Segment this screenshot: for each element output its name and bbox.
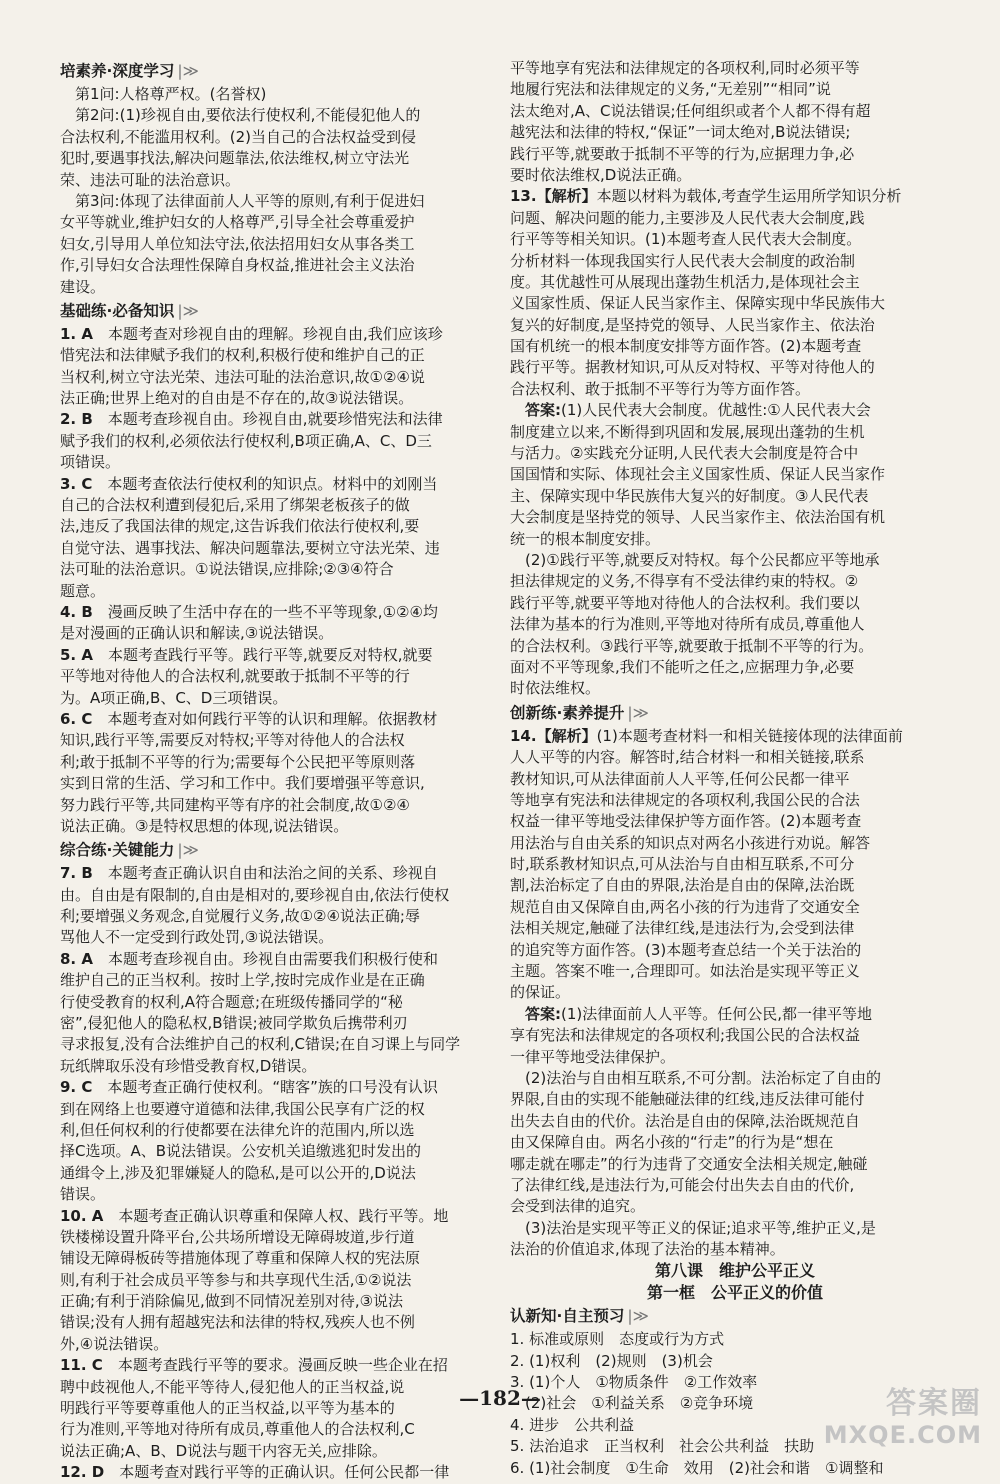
text-line [510, 1154, 960, 1175]
line-text: 统一的根本制度安排。 [510, 529, 661, 548]
text-line [510, 79, 960, 100]
line-text: 合法权利、敢于抵制不平等行为等方面作答。 [510, 379, 811, 398]
text-line [60, 127, 510, 148]
text-line [510, 58, 960, 79]
text-line [60, 170, 510, 191]
text-line [510, 769, 960, 790]
line-text: 本题以材料为载体,考查学生运用所学知识分析 [596, 187, 902, 206]
section-marker-icon: |≫ [627, 1307, 649, 1326]
line-text: 骂他人不一定受到行政处罚,③说法错误。 [60, 928, 334, 947]
line-text: 说法正确。③是特权思想的体现,说法错误。 [60, 816, 349, 835]
line-text: 女平等就业,维护妇女的人格尊严,引导全社会尊重爱护 [60, 213, 415, 232]
text-line [60, 970, 510, 991]
text-line [510, 144, 960, 165]
question-number: 11. C [60, 1356, 103, 1375]
line-text: 由又保障自由。两名小孩的“行走”的行为是“想在 [510, 1133, 834, 1152]
line-text: 错误;没有人拥有超越宪法和法律的特权,残疾人也不例 [60, 1313, 415, 1332]
watermark-line2: MXQE.COM [823, 1421, 982, 1449]
line-text: 本题考查对如何践行平等的认识和理解。依据教材 [92, 709, 438, 728]
line-text: 1. 标准或原则 态度或行为方式 [510, 1330, 725, 1349]
line-text: 的保证。 [510, 983, 571, 1002]
line-text: 说法正确;A、B、D说法与题干内容无关,应排除。 [60, 1441, 387, 1460]
line-text: 界限,自由的实现不能触碰法律的红线,违反法律可能付 [510, 1090, 865, 1109]
line-text: 主、保障实现中华民族伟大复兴的好制度。③人民代表 [510, 486, 869, 505]
text-line [60, 105, 510, 126]
text-line [60, 1419, 510, 1440]
line-text: 荣、违法可耻的法治意识。 [60, 170, 241, 189]
text-line [510, 961, 960, 982]
lesson-title: 第一框 公平正义的价值 [646, 1282, 823, 1302]
text-line [60, 1141, 510, 1162]
line-text: 择C选项。A、B说法错误。公安机关追缴逃犯时发出的 [60, 1142, 422, 1161]
line-text: 规范自由又保障自由,两名小孩的行为违背了交通安全 [510, 897, 860, 916]
text-line [510, 614, 960, 635]
line-text: 出失去自由的代价。法治是自由的保障,法治既规范自 [510, 1111, 860, 1130]
line-text: 行平等等相关知识。(1)本题考查人民代表大会制度。 [510, 230, 862, 249]
line-text: 利,但任何权利的行使都要在法律允许的范围内,所以选 [60, 1120, 415, 1139]
text-line [510, 1239, 960, 1260]
line-text: 分析材料一体现我国实行人民代表大会制度的政治制 [510, 251, 856, 270]
text-line [510, 593, 960, 614]
text-line [60, 84, 510, 105]
line-text: 自觉守法、遇事找法、解决问题靠法,要树立守法光荣、违 [60, 538, 440, 557]
question-number: 4. B [60, 602, 93, 621]
text-line [510, 1132, 960, 1153]
line-text: 犯时,要遇事找法,解决问题靠法,依法维权,树立守法光 [60, 149, 410, 168]
line-text: 法正确;世界上绝对的自由是不存在的,故③说法错误。 [60, 389, 414, 408]
text-line [510, 636, 960, 657]
text-line [510, 854, 960, 875]
line-text: 主题。答案不唯一,合理即可。如法治是实现平等正义 [510, 962, 860, 981]
line-text: 平等地享有宪法和法律规定的各项权利,同时必须平等 [510, 59, 860, 77]
text-line [510, 507, 960, 528]
line-text: 行为准则,平等地对待所有成员,尊重他人的合法权利,C [60, 1420, 415, 1439]
text-line [60, 1227, 510, 1248]
text-line [60, 1270, 510, 1291]
line-text: 一律平等地受法律保护。 [510, 1047, 676, 1066]
text-line [60, 234, 510, 255]
question-number: 10. A [60, 1206, 104, 1225]
text-line [510, 1025, 960, 1046]
text-line [60, 752, 510, 773]
question-number: 14.【解析】 [510, 726, 597, 745]
line-text: 享有宪法和法律规定的各项权利;我国公民的合法权益 [510, 1026, 861, 1045]
question-number: 1. A [60, 324, 93, 343]
line-text: 越宪法和法律的特权,“保证”一词太绝对,B说法错误; [510, 123, 851, 142]
text-line [60, 516, 510, 537]
line-text: 3. (1)个人 ①物质条件 ②工作效率 [510, 1373, 758, 1392]
section-heading-text: 综合练·关键能力 [60, 841, 175, 860]
text-line [510, 1089, 960, 1110]
line-text: 为。A项正确,B、C、D三项错误。 [60, 688, 288, 707]
text-line [60, 345, 510, 366]
text-line [510, 1068, 960, 1089]
text-line [60, 645, 510, 666]
text-line [60, 452, 510, 473]
text-line [60, 1120, 510, 1141]
line-text: 实到日常的生活、学习和工作中。我们要增强平等意识, [60, 774, 425, 793]
text-line [510, 208, 960, 229]
line-text: (1)法律面前人人平等。任何公民,都一律平等地 [561, 1004, 873, 1023]
line-text: 践行平等,就要敢于抵制不平等的行为,应据理力争,必 [510, 144, 855, 163]
line-text: 权益一律平等地受法律保护等方面作答。(2)本题考查 [510, 812, 862, 831]
text-line [60, 1013, 510, 1034]
line-text: (3)法治是实现平等正义的保证;追求平等,维护正义,是 [510, 1218, 876, 1237]
text-line [60, 255, 510, 276]
line-text: (2)法治与自由相互联系,不可分割。法治标定了自由的 [510, 1068, 882, 1087]
text-line [60, 795, 510, 816]
text-line [60, 191, 510, 212]
line-text: 大会制度是坚持党的领导、人民当家作主、依法治国有机 [510, 508, 886, 527]
text-line [510, 400, 960, 421]
page-number: —182— [459, 1386, 541, 1410]
text-line [60, 992, 510, 1013]
line-text: 践行平等。据教材知识,可从反对特权、平等对待他人的 [510, 358, 875, 377]
text-line [60, 1034, 510, 1055]
line-text: 第3问:体现了法律面前人人平等的原则,有利于促进妇 [60, 191, 425, 210]
line-text: 时,联系教材知识点,可从法治与自由相互联系,不可分 [510, 855, 855, 874]
line-text: 6. (1)社会制度 ①生命 效用 (2)社会和谐 ①调整和 [510, 1458, 884, 1477]
text-line [60, 559, 510, 580]
line-text: 本题考查对珍视自由的理解。珍视自由,我们应该珍 [92, 324, 443, 343]
line-text: 5. 法治追求 正当权利 社会公共利益 扶助 [510, 1437, 815, 1456]
line-text: (1)人民代表大会制度。优越性:①人民代表大会 [561, 401, 871, 420]
text-line [60, 409, 510, 430]
line-text: 利;敢于抵制不平等的行为;需要每个公民把平等原则落 [60, 752, 416, 771]
line-text: 哪走就在哪走”的行为违背了交通安全法相关规定,触碰 [510, 1154, 868, 1173]
text-line [510, 1004, 960, 1025]
text-line [510, 186, 960, 207]
text-line [510, 790, 960, 811]
text-line [510, 1351, 960, 1372]
text-line [510, 875, 960, 896]
line-text: 本题考查践行平等的要求。漫画反映一些企业在招 [102, 1356, 448, 1375]
text-line [60, 1163, 510, 1184]
line-text: 本题考查依法行使权利的知识点。材料中的刘刚当 [92, 474, 438, 493]
line-text: 法太绝对,A、C说法错误;任何组织或者个人都不得有超 [510, 101, 871, 120]
line-text: 本题考查珍视自由。珍视自由需要我们积极行使和 [92, 949, 438, 968]
line-text: 当权利,树立守法光荣、违法可耻的法治意识,故①②④说 [60, 367, 425, 386]
text-line [510, 443, 960, 464]
text-line [60, 927, 510, 948]
line-text: 聘中歧视他人,不能平等待人,侵犯他人的正当权益,说 [60, 1377, 405, 1396]
line-text: 自己的合法权利遭到侵犯后,采用了绑架老板孩子的做 [60, 496, 410, 515]
text-line [510, 165, 960, 186]
text-line [60, 885, 510, 906]
question-number: 8. A [60, 949, 93, 968]
section-marker-icon: |≫ [177, 841, 199, 860]
line-text: (2)①践行平等,就要反对特权。每个公民都应平等地承 [510, 550, 880, 569]
line-text: (1)本题考查材料一和相关链接体现的法律面前 [596, 726, 903, 745]
line-text: 践行平等,就要平等地对待他人的合法权利。我们要以 [510, 593, 860, 612]
text-line [60, 863, 510, 884]
section-heading [510, 702, 960, 724]
line-text: 义国家性质、保证人民当家作主、保障实现中华民族伟大 [510, 294, 886, 313]
section-heading [60, 300, 510, 322]
text-line [510, 422, 960, 443]
section-heading-text: 创新练·素养提升 [510, 703, 625, 722]
text-line [510, 657, 960, 678]
text-line [510, 122, 960, 143]
text-line [60, 1056, 510, 1077]
line-text: 时依法维权。 [510, 679, 601, 698]
line-text: 法律为基本的行为准则,平等地对待所有成员,尊重他人 [510, 615, 865, 634]
text-line [60, 1099, 510, 1120]
line-text: 铁楼梯设置升降平台,公共场所增设无障碍坡道,步行道 [60, 1227, 415, 1246]
question-number: 3. C [60, 474, 93, 493]
line-text: 知识,践行平等,需要反对特权;平等对待他人的合法权 [60, 731, 405, 750]
line-text: 通缉令上,涉及犯罪嫌疑人的隐私,是可以公开的,D说法 [60, 1163, 416, 1182]
section-heading-text: 培素养·深度学习 [60, 62, 175, 80]
line-text: 法治的价值追求,体现了法治的基本精神。 [510, 1240, 785, 1259]
watermark [824, 1387, 982, 1449]
text-line [60, 816, 510, 837]
question-number: 12. D [60, 1463, 105, 1482]
line-text: 要时依法维权,D说法正确。 [510, 165, 692, 184]
line-text: 正确;有利于消除偏见,做到不同情况差别对待,③说法 [60, 1292, 404, 1311]
line-text: 作,引导妇女合法理性保障自身权益,推进社会主义法治 [60, 256, 415, 275]
line-text: 漫画反映了生活中存在的一些不平等现象,①②④均 [92, 602, 438, 621]
text-line [510, 293, 960, 314]
text-line [60, 212, 510, 233]
text-line [510, 379, 960, 400]
text-line [510, 1458, 960, 1479]
question-number: 5. A [60, 645, 93, 664]
section-heading [60, 60, 510, 82]
line-text: 担法律规定的义务,不得享有不受法律约束的特权。② [510, 572, 859, 591]
text-line [510, 336, 960, 357]
section-heading-text: 认新知·自主预习 [510, 1307, 625, 1326]
text-line [510, 833, 960, 854]
text-line [60, 1334, 510, 1355]
text-line [60, 388, 510, 409]
line-text: 第2问:(1)珍视自由,要依法行使权利,不能侵犯他人的 [60, 106, 421, 125]
text-line [60, 431, 510, 452]
line-text: 国有机统一的根本制度安排等方面作答。(2)本题考查 [510, 337, 862, 356]
text-line [510, 726, 960, 747]
line-text: 的追究等方面作答。(3)本题考查总结一个关于法治的 [510, 940, 862, 959]
text-line [60, 623, 510, 644]
text-line [510, 678, 960, 699]
line-text: 明践行平等要尊重他人的正当权益,以平等为基本的 [60, 1399, 395, 1418]
text-line [510, 897, 960, 918]
line-text: 会受到法律的追究。 [510, 1197, 646, 1216]
line-text: 制度建立以来,不断得到巩固和发展,展现出蓬勃的生机 [510, 422, 865, 441]
text-line [60, 1206, 510, 1227]
text-line [60, 367, 510, 388]
text-line [510, 1329, 960, 1350]
right-column [510, 58, 960, 1479]
text-line [510, 1111, 960, 1132]
line-text: 法相关规定,触碰了法律红线,是违法行为,会受到法律 [510, 919, 855, 938]
text-line [60, 773, 510, 794]
text-line [510, 811, 960, 832]
text-line [510, 1218, 960, 1239]
line-text: 地履行宪法和法律规定的义务,“无差别”“相同”说 [510, 80, 831, 99]
question-number: 7. B [60, 864, 93, 883]
section-marker-icon: |≫ [177, 301, 199, 320]
question-number: 9. C [60, 1078, 93, 1097]
line-text: 本题考查正确认识自由和法治之间的关系、珍视自 [92, 864, 438, 883]
text-line [510, 229, 960, 250]
line-text: 第1问:人格尊严权。(名誉权) [60, 85, 267, 103]
text-line [60, 1462, 510, 1483]
line-text: 国国情和实际、体现社会主义国家性质、保证人民当家作 [510, 465, 886, 484]
text-line [510, 1196, 960, 1217]
text-line [510, 982, 960, 1003]
text-line [60, 688, 510, 709]
question-number: 答案: [510, 1004, 561, 1023]
text-line [60, 1184, 510, 1205]
text-line [510, 529, 960, 550]
question-number: 答案: [510, 401, 561, 420]
line-text: 由。自由是有限制的,自由是相对的,要珍视自由,依法行使权 [60, 885, 450, 904]
text-line [60, 495, 510, 516]
text-line [510, 1047, 960, 1068]
line-text: 行使受教育的权利,A符合题意;在班级传播同学的“秘 [60, 992, 403, 1011]
line-text: 4. 进步 公共利益 [510, 1415, 635, 1434]
question-number: 13.【解析】 [510, 187, 597, 206]
line-text: 2. (1)权利 (2)规则 (3)机会 [510, 1351, 713, 1370]
section-marker-icon: |≫ [177, 62, 199, 80]
line-text: 割,法治标定了自由的界限,法治是自由的保障,法治既 [510, 876, 855, 895]
text-line [510, 101, 960, 122]
line-text: 本题考查践行平等。践行平等,就要反对特权,就要 [92, 645, 433, 664]
line-text: 项错误。 [60, 453, 121, 472]
line-text: 了法律红线,是违法行为,可能会付出失去自由的代价, [510, 1175, 855, 1194]
text-line [60, 730, 510, 751]
line-text: 教材知识,可从法律面前人人平等,任何公民都一律平 [510, 769, 850, 788]
text-line [60, 906, 510, 927]
line-text: 度。其优越性可从展现出蓬勃生机活力,是体现社会主 [510, 272, 860, 291]
line-text: 寻求报复,没有合法维护自己的权利,C错误;在自习课上与同学 [60, 1035, 461, 1054]
left-column [60, 58, 510, 1484]
text-line [60, 581, 510, 602]
text-line [60, 709, 510, 730]
text-line [510, 251, 960, 272]
text-line [510, 357, 960, 378]
line-text: 错误。 [60, 1185, 106, 1204]
line-text: 努力践行平等,共同建构平等有序的社会制度,故①②④ [60, 795, 410, 814]
text-line [510, 1175, 960, 1196]
text-line [60, 277, 510, 298]
line-text: 本题考查正确认识尊重和保障人权、践行平等。地 [103, 1206, 449, 1225]
line-text: (2)社会 ①利益关系 ②竞争环境 [510, 1394, 754, 1413]
section-heading-text: 基础练·必备知识 [60, 301, 175, 320]
text-line [510, 464, 960, 485]
text-line [510, 315, 960, 336]
text-line [510, 571, 960, 592]
text-line [60, 666, 510, 687]
text-line [60, 1077, 510, 1098]
text-line [510, 550, 960, 571]
text-line [60, 1441, 510, 1462]
text-line [510, 486, 960, 507]
line-text: 外,④说法错误。 [60, 1334, 169, 1353]
line-text: 与活力。②实践充分证明,人民代表大会制度是符合中 [510, 444, 859, 463]
line-text: 复兴的好制度,是坚持党的领导、人民当家作主、依法治 [510, 315, 875, 334]
line-text: 平等地对待他人的合法权利,就要敢于抵制不平等的行 [60, 667, 410, 686]
line-text: 法可耻的法治意识。①说法错误,应排除;②③④符合 [60, 560, 394, 579]
line-text: 利;要增强义务观念,自觉履行义务,故①②④说法正确;辱 [60, 907, 420, 926]
text-line [60, 538, 510, 559]
line-text: 铺设无障碍板砖等措施体现了尊重和保障人权的宪法原 [60, 1249, 421, 1268]
section-heading [510, 1305, 960, 1327]
text-line [60, 602, 510, 623]
text-line [510, 918, 960, 939]
question-number: 6. C [60, 709, 93, 728]
line-text: 本题考查正确行使权利。“瞎客”族的口号没有认识 [92, 1078, 438, 1097]
line-text: 面对不平等现象,我们不能听之任之,应据理力争,必要 [510, 657, 855, 676]
line-text: 问题、解决问题的能力,主要涉及人民代表大会制度,践 [510, 208, 865, 227]
text-line [510, 747, 960, 768]
line-text: 本题考查珍视自由。珍视自由,就要珍惜宪法和法律 [92, 410, 443, 429]
lesson-title: 第八课 维护公平正义 [654, 1261, 815, 1281]
section-heading [60, 839, 510, 861]
line-text: 等地享有宪法和法律规定的各项权利,我国公民的合法 [510, 790, 860, 809]
text-line [60, 324, 510, 345]
line-text: 玩纸牌取乐没有珍惜受教育权,D错误。 [60, 1056, 317, 1075]
line-text: 惜宪法和法律赋予我们的权利,积极行使和维护自己的正 [60, 346, 425, 365]
section-marker-icon: |≫ [627, 703, 649, 722]
watermark-line1: 答案圈 [886, 1386, 982, 1421]
text-line [60, 949, 510, 970]
line-text: 本题考查对践行平等的正确认识。任何公民都一律 [104, 1463, 450, 1482]
line-text: 赋予我们的权利,必须依法行使权利,B项正确,A、C、D三 [60, 431, 432, 450]
line-text: 建设。 [60, 277, 106, 296]
line-text: 用法治与自由关系的知识点对两名小孩进行劝说。解答 [510, 833, 871, 852]
line-text: 是对漫画的正确认识和解读,③说法错误。 [60, 624, 334, 643]
line-text: 妇女,引导用人单位知法守法,依法招用妇女从事各类工 [60, 234, 415, 253]
line-text: 的合法权利。③践行平等,就要敢于抵制不平等的行为。 [510, 636, 874, 655]
line-text: 合法权利,不能滥用权利。(2)当自己的合法权益受到侵 [60, 127, 417, 146]
line-text: 题意。 [60, 581, 106, 600]
line-text: 维护自己的正当权利。按时上学,按时完成作业是在正确 [60, 971, 425, 990]
text-line [510, 940, 960, 961]
text-line [60, 1291, 510, 1312]
question-number: 2. B [60, 410, 93, 429]
line-text: 则,有利于社会成员平等参与和共享现代生活,①②说法 [60, 1270, 412, 1289]
line-text: 人人平等的内容。解答时,结合材料一和相关链接,联系 [510, 748, 865, 767]
line-text: 法,违反了我国法律的规定,这告诉我们依法行使权利,要 [60, 517, 420, 536]
text-line [60, 148, 510, 169]
line-text: 密”,侵犯他人的隐私权,B错误;被同学欺负后携带利刃 [60, 1014, 408, 1033]
line-text: 到在网络上也要遵守道德和法律,我国公民享有广泛的权 [60, 1099, 425, 1118]
text-line [60, 1312, 510, 1333]
text-line [60, 474, 510, 495]
text-line [60, 1248, 510, 1269]
text-line [510, 272, 960, 293]
text-line [60, 1355, 510, 1376]
